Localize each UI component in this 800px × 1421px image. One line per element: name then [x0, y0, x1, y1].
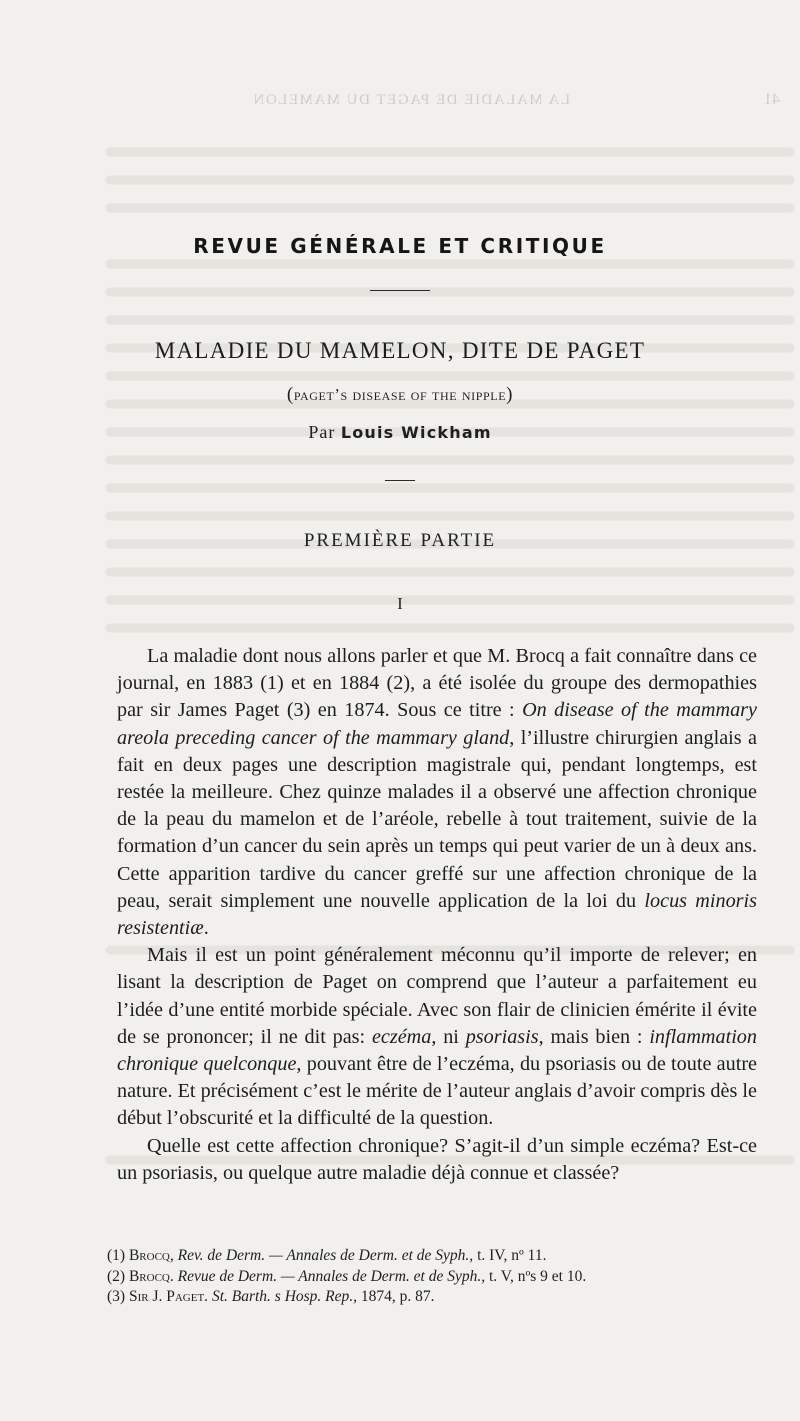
footnote-number: (1) — [107, 1247, 129, 1264]
bleed-page-number: 41 — [764, 91, 780, 108]
section-header: REVUE GÉNÉRALE ET CRITIQUE — [193, 234, 607, 258]
p1-text-a: La maladie dont nous allons parler et que M. Brocq a fait connaître dans ce journal, en 1883 (1) et en 1884 (2), a été isolée du groupe des dermopathies par sir James Paget (3) en 1874. Sous ce titre : — [117, 645, 757, 722]
paragraph-2 — [117, 942, 757, 1132]
p2-text-c: , ni — [431, 1025, 466, 1048]
footnote-author: Brocq. — [128, 1267, 174, 1285]
footnote-source: St. Barth. s Hosp. Rep., — [208, 1288, 358, 1305]
p2-text-e: , mais bien : — [538, 1025, 650, 1048]
p2-italic-psoriasis: psoriasis — [465, 1025, 539, 1048]
article-subtitle — [0, 384, 800, 406]
p1-text-c: , l’illustre chirurgien anglais a fait en deux pages une description magistrale qui, pendant longtemps, est restée la meilleure. Chez quinze malades il a observé une affection chronique de la peau du mamelon et de l’aréole, rebelle à tout traitement, suivie de la formation d’un cancer du sein après un temps qui peut varier de un à deux ans. Cette apparition tardive du cancer greffé sur une affection chronique de la peau, serait simplement une nouvelle application de la loi du — [117, 726, 757, 912]
author-prefix: Par — [308, 422, 336, 442]
section-number: I — [397, 594, 403, 613]
title-rule — [370, 290, 430, 291]
footnote-number: (3) — [107, 1288, 129, 1305]
p2-italic-eczema: eczéma — [371, 1025, 432, 1048]
p2-text-g: , pouvant être de l’eczéma, du psoriasis ou de toute autre nature. Et précisément c’est le mérite de l’auteur anglais d’avoir compris dès le début l’obscurité et la difficulté de la question. — [117, 1053, 758, 1130]
p1-italic-locus: locus minoris resistentiæ — [117, 889, 758, 940]
subtitle-close: ) — [506, 384, 514, 405]
p1-italic-title: On disease of the mammary areola preceding cancer of the mammary gland — [117, 699, 757, 749]
p1-text-e: . — [203, 917, 209, 940]
footnote-source: Revue de Derm. — Annales de Derm. et de Syph., — [173, 1267, 486, 1285]
footnote-author: Sir J. Paget. — [128, 1288, 209, 1305]
body-text — [117, 643, 757, 1187]
author-line — [0, 422, 800, 443]
subtitle-open: ( — [286, 384, 294, 405]
p2-text-a: Mais il est un point généralement méconnu qu’il importe de relever; en lisant la description de Paget on comprend que l’auteur a parfaitement eu l’idée d’une entité morbide spéciale. Avec son flair de clinicien émérite il évite de se prononcer; il ne dit pas: — [117, 944, 757, 1048]
paragraph-1 — [117, 643, 757, 942]
p2-italic-inflammation: inflammation chronique quelconque — [117, 1025, 757, 1076]
footnote-source: Rev. de Derm. — Annales de Derm. et de Syph., — [173, 1247, 474, 1264]
part-heading: PREMIÈRE PARTIE — [303, 530, 497, 551]
footnote-author: Brocq, — [128, 1247, 174, 1264]
footnote-ref: t. IV, nº 11. — [473, 1247, 547, 1264]
author-name: Louis Wickham — [340, 423, 492, 442]
paragraph-3: Quelle est cette affection chronique? S’agit-il d’un simple eczéma? Est-ce un psoriasis, ou quelque autre maladie déjà connue et classée? — [117, 1134, 757, 1184]
bleed-header: LA MALADIE DE PAGET DU MAMELON — [252, 92, 570, 108]
footnotes — [107, 1246, 767, 1308]
footnote-number: (2) — [107, 1267, 129, 1285]
footnote-ref: t. V, nºs 9 et 10. — [485, 1267, 587, 1285]
footnote-1 — [107, 1246, 767, 1267]
article-title: MALADIE DU MAMELON, DITE DE PAGET — [154, 338, 646, 363]
author-rule — [385, 480, 415, 481]
footnote-3 — [107, 1287, 767, 1308]
footnote-ref: 1874, p. 87. — [357, 1288, 435, 1305]
subtitle-text: paget’s disease of the nipple — [293, 385, 507, 404]
footnote-2 — [107, 1267, 767, 1288]
